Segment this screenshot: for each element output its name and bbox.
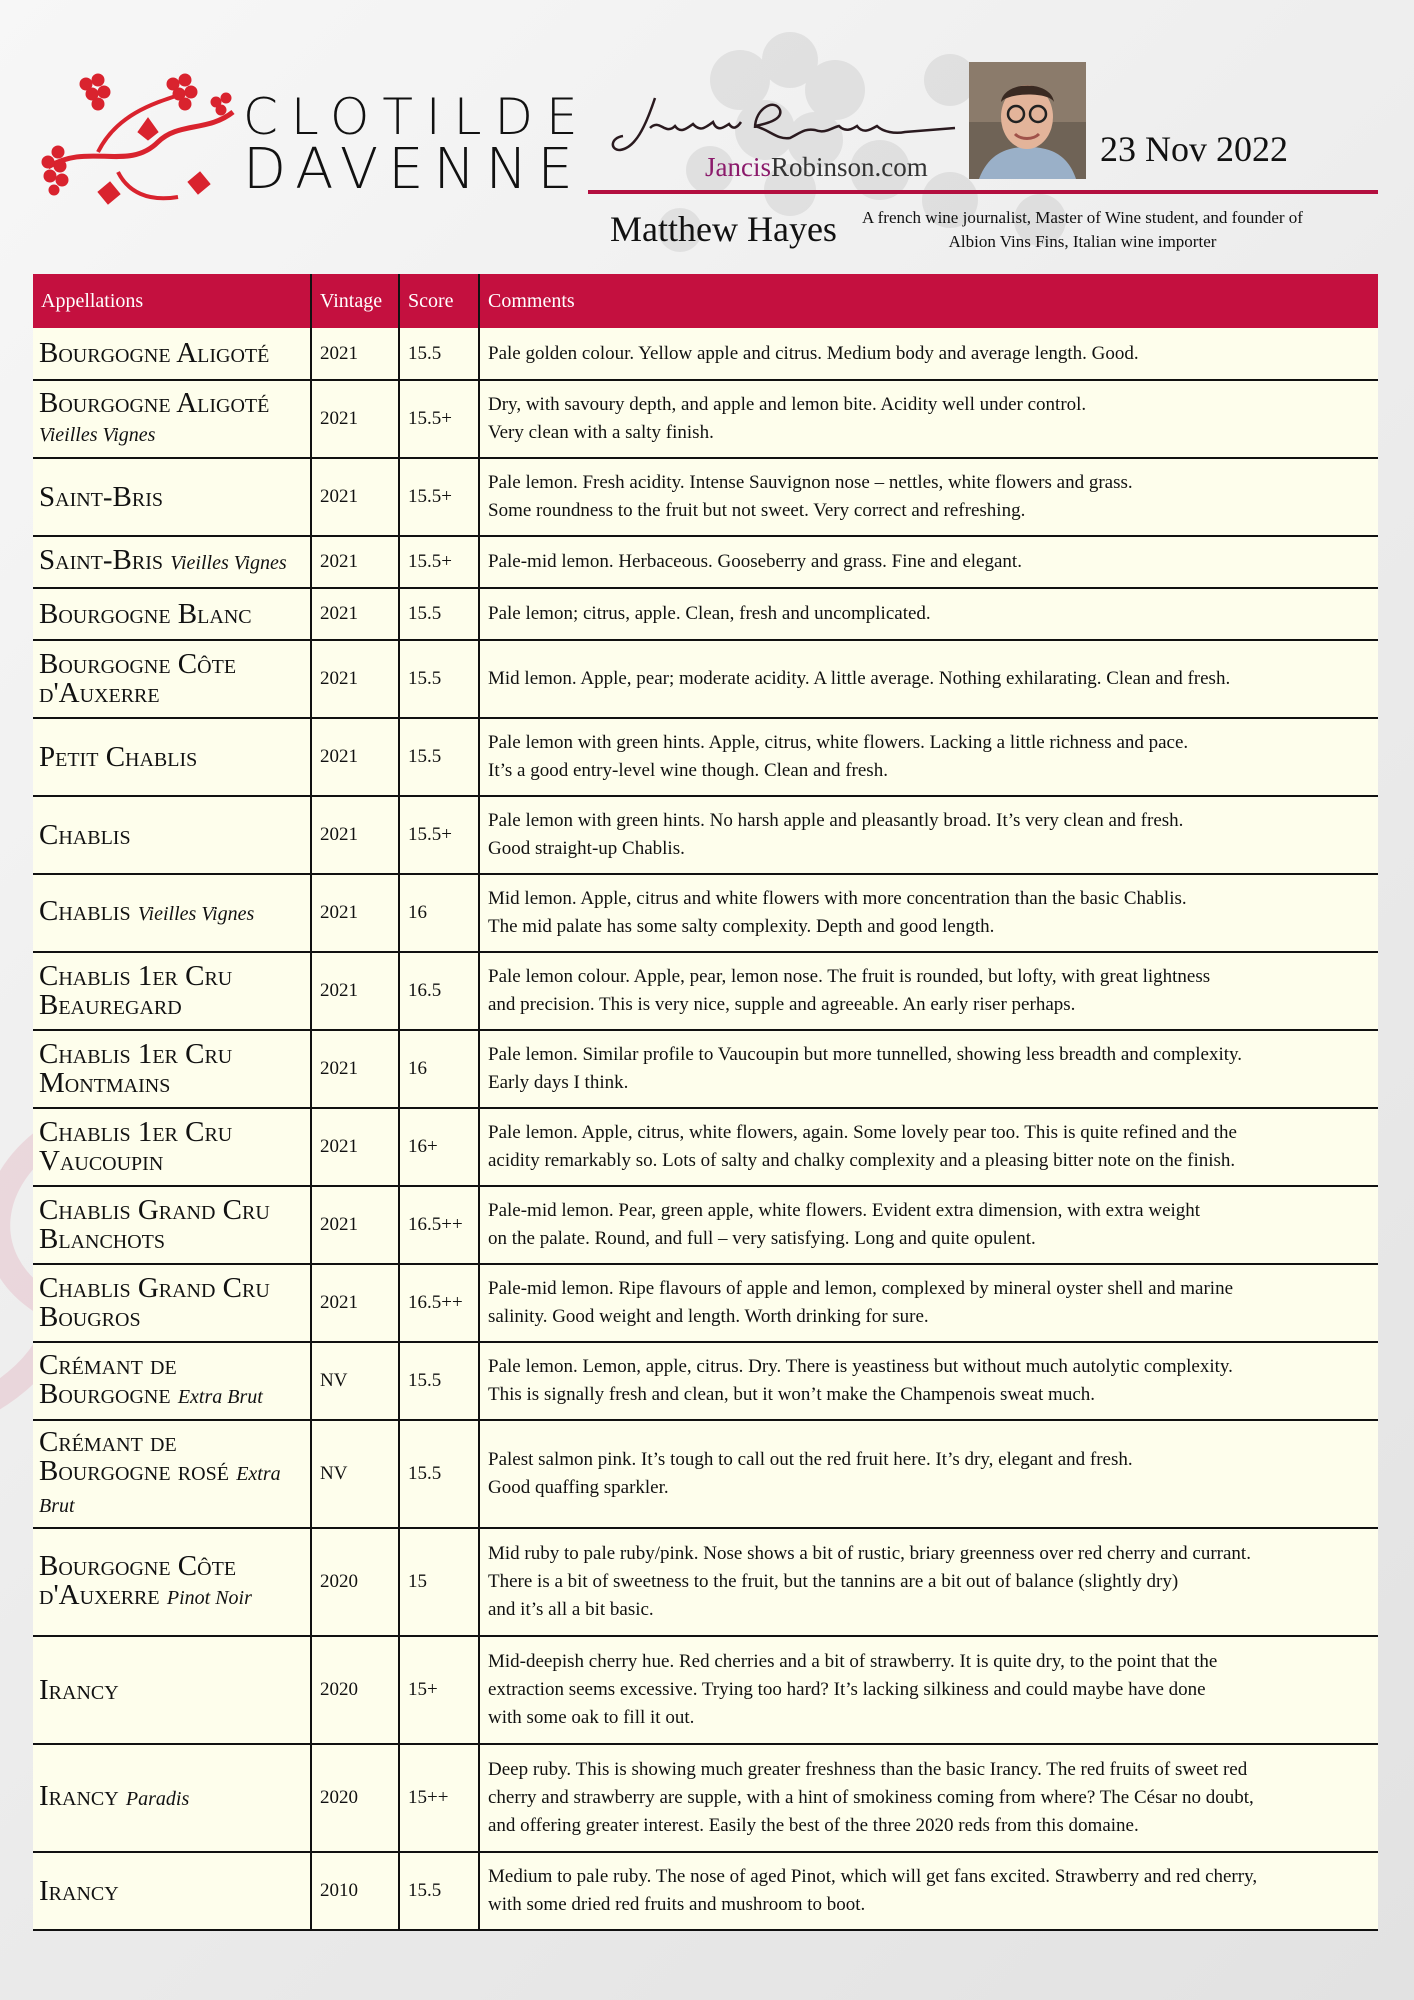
vintage-cell: 2020 <box>311 1744 399 1852</box>
table-row <box>33 380 1378 458</box>
vintage-cell: 2010 <box>311 1852 399 1930</box>
appellation-cell <box>33 458 311 536</box>
score-cell: 16.5++ <box>399 1186 479 1264</box>
author-name: Matthew Hayes <box>610 209 837 249</box>
author-photo <box>969 62 1086 179</box>
appellation-cell <box>33 1636 311 1744</box>
comment-cell: Mid lemon. Apple, pear; moderate acidity. A little average. Nothing exhilarating. Clean and fresh. <box>479 640 1378 718</box>
table-row <box>33 1030 1378 1108</box>
vintage-cell: 2021 <box>311 1186 399 1264</box>
comment-cell: Pale lemon; citrus, apple. Clean, fresh and uncomplicated. <box>479 588 1378 640</box>
header-appellations: Appellations <box>33 274 311 328</box>
comment-cell: Pale lemon colour. Apple, pear, lemon nose. The fruit is rounded, but lofty, with great lightness and precision. This is very nice, supple and agreeable. An early riser perhaps. <box>479 952 1378 1030</box>
appellation-cell <box>33 796 311 874</box>
table-row <box>33 952 1378 1030</box>
score-cell: 16+ <box>399 1108 479 1186</box>
vintage-cell: 2020 <box>311 1528 399 1636</box>
vintage-cell: 2021 <box>311 640 399 718</box>
appellation-cell <box>33 952 311 1030</box>
site-name-part2: Robinson.com <box>770 152 928 182</box>
tasting-notes-table <box>33 274 1378 1931</box>
vintage-cell: 2021 <box>311 718 399 796</box>
appellation-cell <box>33 874 311 952</box>
comment-cell: Pale lemon. Fresh acidity. Intense Sauvignon nose – nettles, white flowers and grass. Some roundness to the fruit but not sweet. Very correct and refreshing. <box>479 458 1378 536</box>
score-cell: 15++ <box>399 1744 479 1852</box>
appellation-subtitle: Paradis <box>125 1788 190 1810</box>
comment-cell: Mid lemon. Apple, citrus and white flowers with more concentration than the basic Chablis. The mid palate has some salty complexity. Depth and good length. <box>479 874 1378 952</box>
comment-cell: Medium to pale ruby. The nose of aged Pinot, which will get fans excited. Strawberry and red cherry, with some dried red fruits and mushroom to boot. <box>479 1852 1378 1930</box>
appellation-cell <box>33 1264 311 1342</box>
appellation-subtitle: Pinot Noir <box>166 1586 252 1609</box>
vintage-cell: NV <box>311 1420 399 1528</box>
appellation-name: Bourgogne Blanc <box>39 597 252 630</box>
table-row <box>33 1636 1378 1744</box>
appellation-cell <box>33 1108 311 1186</box>
vintage-cell: 2021 <box>311 588 399 640</box>
vintage-cell: 2021 <box>311 458 399 536</box>
comment-cell: Pale lemon. Similar profile to Vaucoupin but more tunnelled, showing less breadth and complexity. Early days I think. <box>479 1030 1378 1108</box>
site-name-part1: Jancis <box>705 152 771 182</box>
appellation-name: Chablis 1er Cru Montmains <box>39 1038 233 1099</box>
appellation-cell <box>33 1342 311 1420</box>
appellation-cell <box>33 588 311 640</box>
appellation-name: Chablis Grand Cru Blanchots <box>39 1194 270 1255</box>
comment-cell: Pale golden colour. Yellow apple and citrus. Medium body and average length. Good. <box>479 328 1378 380</box>
score-cell: 15 <box>399 1528 479 1636</box>
appellation-name: Crémant de Bourgogne rosé <box>39 1425 229 1487</box>
appellation-name: Irancy <box>39 1673 119 1706</box>
grape-vine-icon <box>38 72 248 222</box>
score-cell: 15.5+ <box>399 380 479 458</box>
score-cell: 15+ <box>399 1636 479 1744</box>
appellation-cell <box>33 1186 311 1264</box>
publication-date: 23 Nov 2022 <box>1100 129 1288 169</box>
vintage-cell: 2021 <box>311 1264 399 1342</box>
table-row <box>33 536 1378 588</box>
comment-cell: Pale lemon. Apple, citrus, white flowers, again. Some lovely pear too. This is quite refined and the acidity remarkably so. Lots of salty and chalky complexity and a pleasing bitter note on the finish. <box>479 1108 1378 1186</box>
appellation-name: Bourgogne Aligoté <box>39 337 270 369</box>
appellation-subtitle: Vieilles Vignes <box>39 423 156 446</box>
score-cell: 15.5 <box>399 718 479 796</box>
comment-cell: Palest salmon pink. It’s tough to call out the red fruit here. It’s dry, elegant and fresh. Good quaffing sparkler. <box>479 1420 1378 1528</box>
appellation-name: Chablis 1er Cru Beauregard <box>39 960 233 1021</box>
appellation-subtitle: Extra Brut <box>39 1462 281 1517</box>
table-row <box>33 328 1378 380</box>
score-cell: 16 <box>399 1030 479 1108</box>
score-cell: 15.5 <box>399 328 479 380</box>
table-row <box>33 640 1378 718</box>
appellation-cell <box>33 1852 311 1930</box>
table-row <box>33 588 1378 640</box>
score-cell: 15.5 <box>399 1342 479 1420</box>
score-cell: 16.5++ <box>399 1264 479 1342</box>
comment-cell: Pale lemon. Lemon, apple, citrus. Dry. There is yeastiness but without much autolytic complexity. This is signally fresh and clean, but it won’t make the Champenois sweat much. <box>479 1342 1378 1420</box>
comment-cell: Deep ruby. This is showing much greater freshness than the basic Irancy. The red fruits of sweet red cherry and strawberry are supple, with a hint of smokiness coming from where? The César no doubt, and offering greater interest. Easily the best of the three 2020 reds from this domaine. <box>479 1744 1378 1852</box>
comment-cell: Pale-mid lemon. Ripe flavours of apple and lemon, complexed by mineral oyster shell and marine salinity. Good weight and length. Worth drinking for sure. <box>479 1264 1378 1342</box>
appellation-cell <box>33 328 311 380</box>
appellation-name: Chablis Grand Cru Bougros <box>39 1272 270 1333</box>
clotilde-davenne-logo <box>38 72 591 222</box>
appellation-name: Saint-Bris <box>39 544 164 576</box>
score-cell: 15.5 <box>399 1420 479 1528</box>
comment-cell: Pale-mid lemon. Herbaceous. Gooseberry and grass. Fine and elegant. <box>479 536 1378 588</box>
appellation-name: Irancy <box>39 1780 119 1812</box>
score-cell: 15.5+ <box>399 458 479 536</box>
appellation-name: Saint-Bris <box>39 480 164 513</box>
comment-cell: Pale lemon with green hints. Apple, citrus, white flowers. Lacking a little richness and pace. It’s a good entry-level wine though. Clean and fresh. <box>479 718 1378 796</box>
appellation-cell <box>33 380 311 458</box>
jancis-robinson-signature-icon <box>605 88 965 160</box>
author-bio: A french wine journalist, Master of Wine student, and founder of Albion Vins Fins, Italian wine importer <box>862 208 1303 251</box>
brand-line-2: DAVENNE <box>243 137 583 202</box>
appellation-cell <box>33 1528 311 1636</box>
table-row <box>33 1420 1378 1528</box>
brand-name <box>243 88 591 202</box>
header-vintage: Vintage <box>311 274 399 328</box>
appellation-name: Irancy <box>39 1874 119 1907</box>
appellation-subtitle: Extra Brut <box>177 1385 263 1408</box>
appellation-name: Chablis <box>39 895 131 927</box>
vintage-cell: 2020 <box>311 1636 399 1744</box>
appellation-cell <box>33 718 311 796</box>
comment-cell: Mid-deepish cherry hue. Red cherries and a bit of strawberry. It is quite dry, to the point that the extraction seems excessive. Trying too hard? It’s lacking silkiness and could maybe have done with some oak to fill it out. <box>479 1636 1378 1744</box>
score-cell: 16.5 <box>399 952 479 1030</box>
table-row <box>33 874 1378 952</box>
comment-cell: Pale lemon with green hints. No harsh apple and pleasantly broad. It’s very clean and fresh. Good straight-up Chablis. <box>479 796 1378 874</box>
vintage-cell: 2021 <box>311 328 399 380</box>
vintage-cell: 2021 <box>311 1030 399 1108</box>
appellation-cell <box>33 1744 311 1852</box>
appellation-name: Bourgogne Côte d'Auxerre <box>39 648 237 709</box>
score-cell: 15.5 <box>399 640 479 718</box>
table-row <box>33 1108 1378 1186</box>
appellation-subtitle: Vieilles Vignes <box>137 903 255 925</box>
score-cell: 15.5 <box>399 1852 479 1930</box>
appellation-name: Bourgogne Côte d'Auxerre <box>39 1549 237 1611</box>
appellation-cell <box>33 1420 311 1528</box>
appellation-name: Chablis <box>39 818 131 851</box>
score-cell: 15.5+ <box>399 536 479 588</box>
header-comments: Comments <box>479 274 1378 328</box>
table-header-row <box>33 274 1378 328</box>
vintage-cell: 2021 <box>311 874 399 952</box>
header-divider <box>588 190 1378 194</box>
table-row <box>33 796 1378 874</box>
vintage-cell: 2021 <box>311 380 399 458</box>
table-row <box>33 1528 1378 1636</box>
appellation-cell <box>33 536 311 588</box>
header-score: Score <box>399 274 479 328</box>
vintage-cell: NV <box>311 1342 399 1420</box>
appellation-name: Bourgogne Aligoté <box>39 386 270 419</box>
score-cell: 15.5 <box>399 588 479 640</box>
vintage-cell: 2021 <box>311 536 399 588</box>
table-row <box>33 458 1378 536</box>
table-row <box>33 1744 1378 1852</box>
jancis-robinson-site <box>705 152 928 183</box>
appellation-subtitle: Vieilles Vignes <box>170 552 287 574</box>
appellation-cell <box>33 1030 311 1108</box>
score-cell: 16 <box>399 874 479 952</box>
table-row <box>33 718 1378 796</box>
vintage-cell: 2021 <box>311 952 399 1030</box>
table-row <box>33 1264 1378 1342</box>
table-row <box>33 1342 1378 1420</box>
table-row <box>33 1852 1378 1930</box>
appellation-cell <box>33 640 311 718</box>
comment-cell: Dry, with savoury depth, and apple and lemon bite. Acidity well under control. Very clean with a salty finish. <box>479 380 1378 458</box>
score-cell: 15.5+ <box>399 796 479 874</box>
comment-cell: Pale-mid lemon. Pear, green apple, white flowers. Evident extra dimension, with extra weight on the palate. Round, and full – very satisfying. Long and quite opulent. <box>479 1186 1378 1264</box>
appellation-name: Chablis 1er Cru Vaucoupin <box>39 1116 233 1177</box>
comment-cell: Mid ruby to pale ruby/pink. Nose shows a bit of rustic, briary greenness over red cherry and currant. There is a bit of sweetness to the fruit, but the tannins are a bit out of balance (slightly dry) and it’s all a bit basic. <box>479 1528 1378 1636</box>
vintage-cell: 2021 <box>311 796 399 874</box>
table-row <box>33 1186 1378 1264</box>
jancis-robinson-logo <box>605 88 965 188</box>
appellation-name: Petit Chablis <box>39 740 198 773</box>
brand-line-1: CLOTILDE <box>243 88 591 146</box>
appellation-name: Crémant de Bourgogne <box>39 1348 177 1410</box>
vintage-cell: 2021 <box>311 1108 399 1186</box>
